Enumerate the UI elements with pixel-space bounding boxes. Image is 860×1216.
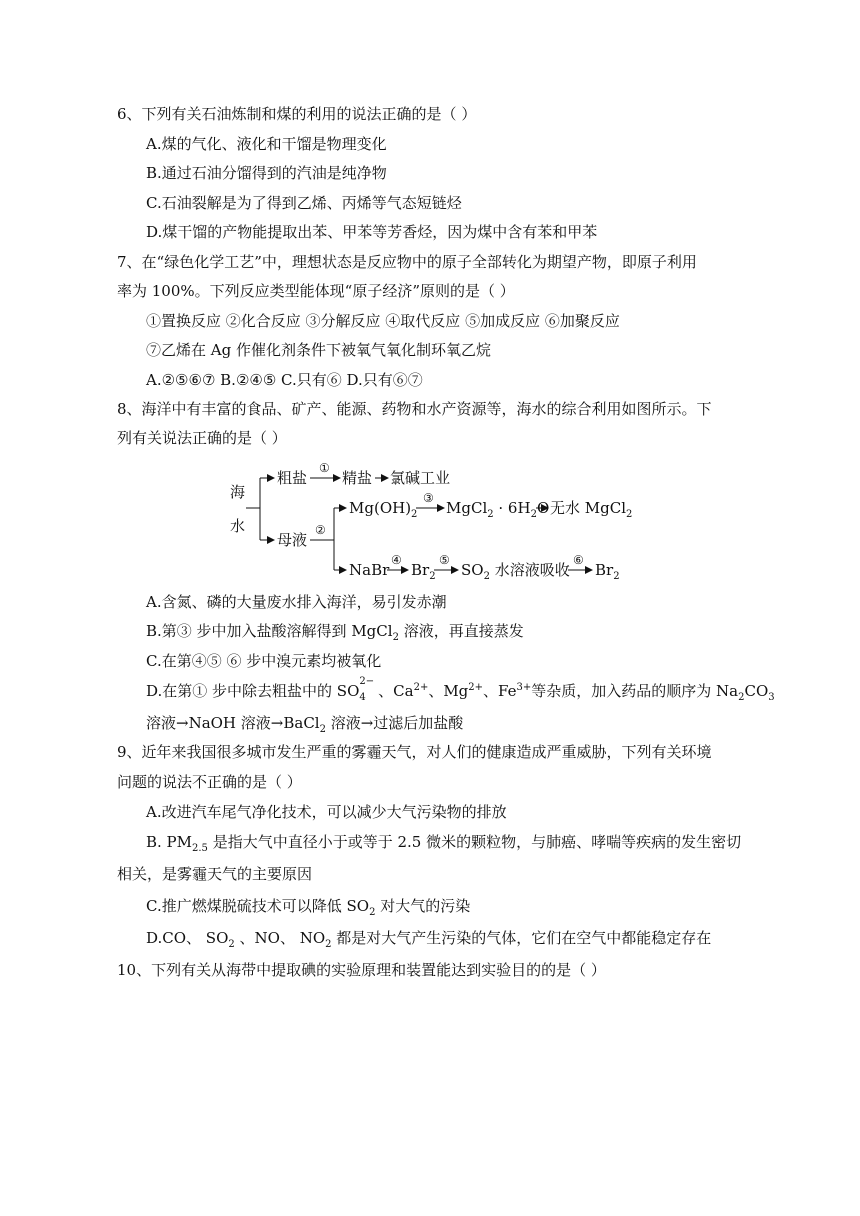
- q7-stem-line2: 率为 100%。下列反应类型能体现“原子经济”原则的是（ ）: [117, 282, 515, 300]
- step-6-marker: ⑥: [573, 553, 584, 567]
- q9-option-a: A.改进汽车尾气净化技术，可以减少大气污染物的排放: [146, 803, 507, 821]
- q8-option-d: D.在第① 步中除去粗盐中的 SO 2− 4 、$Ca^{2+}$、$Mg^{2+}$、$Fe^{3+}$等杂质，加入药品的顺序为 $Na_2CO_3$: [146, 676, 775, 703]
- step-2-marker: ②: [315, 523, 326, 537]
- q6-option-c: C.石油裂解是为了得到乙烯、丙烯等气态短链烃: [146, 194, 462, 212]
- q7-options: A.②⑤⑥⑦ B.②④⑤ C.只有⑥ D.只有⑥⑦: [146, 371, 423, 389]
- q8-option-c: C.在第④⑤ ⑥ 步中溴元素均被氧化: [146, 652, 382, 670]
- q8-stem-line1: 8、海洋中有丰富的食品、矿产、能源、药物和水产资源等，海水的综合利用如图所示。下: [117, 400, 712, 418]
- q10-stem: 10、下列有关从海带中提取碘的实验原理和装置能达到实验目的的是（ ）: [117, 961, 606, 979]
- mother-liquor: 母液: [277, 531, 308, 549]
- step-3-marker: ③: [423, 491, 434, 505]
- q9-option-b: B. $PM_{2.5}$ 是指大气中直径小于或等于 2.5 微米的颗粒物，与肺癌、哮喘等疾病的发生密切: [146, 833, 742, 854]
- bromine-2: $Br_2$: [595, 561, 620, 582]
- mgcl2-hexahydrate: MgCl$_2$ · $6H_2O$: [446, 499, 550, 520]
- step-1-marker: ①: [319, 461, 330, 475]
- q9-stem-line2: 问题的说法不正确的是（ ）: [117, 773, 302, 791]
- sodium-bromide: NaBr: [349, 561, 390, 579]
- bromine-1: $Br_2$: [411, 561, 436, 582]
- chlor-alkali-industry: 氯碱工业: [390, 469, 451, 487]
- magnesium-hydroxide: $Mg(OH)_2$: [349, 499, 418, 520]
- q9-option-d: D.CO、 $SO_2$ 、NO、 $NO_2$ 都是对大气产生污染的气体，它们在空气中都能稳定存在: [146, 929, 712, 950]
- q7-reaction-list-2: ⑦乙烯在 Ag 作催化剂条件下被氧气氧化制环氧乙烷: [146, 341, 491, 359]
- q9-option-c: C.推广燃煤脱硫技术可以降低 $SO_2$ 对大气的污染: [146, 897, 471, 918]
- refined-salt: 精盐: [342, 469, 373, 487]
- q7-reaction-list-1: ①置换反应 ②化合反应 ③分解反应 ④取代反应 ⑤加成反应 ⑥加聚反应: [146, 312, 620, 330]
- q9-stem-line1: 9、近年来我国很多城市发生严重的雾霾天气，对人们的健康造成严重威胁，下列有关环境: [117, 743, 712, 761]
- seawater-flow-diagram: [222, 456, 642, 586]
- q8-stem-line2: 列有关说法正确的是（ ）: [117, 429, 287, 447]
- seawater-label-2: 水: [230, 517, 246, 535]
- step-5-marker: ⑤: [439, 553, 450, 567]
- seawater-label-1: 海: [230, 483, 246, 501]
- anhydrous-mgcl2: 无水 MgCl$_2$: [550, 499, 633, 520]
- q7-stem-line1: 7、在“绿色化学工艺”中，理想状态是反应物中的原子全部转化为期望产物，即原子利用: [117, 253, 697, 271]
- q6-option-a: A.煤的气化、液化和干馏是物理变化: [146, 135, 387, 153]
- q8-option-d-cont: 溶液→NaOH 溶液→BaCl$_2$ 溶液→过滤后加盐酸: [146, 714, 464, 735]
- crude-salt: 粗盐: [277, 469, 308, 487]
- so2-absorption: $SO_2$ 水溶液吸收: [461, 561, 570, 582]
- q8-option-b: B.第③ 步中加入盐酸溶解得到 MgCl$_2$ 溶液，再直接蒸发: [146, 622, 524, 643]
- q6-option-d: D.煤干馏的产物能提取出苯、甲苯等芳香烃，因为煤中含有苯和甲苯: [146, 223, 598, 241]
- q8-option-a: A.含氮、磷的大量废水排入海洋，易引发赤潮: [146, 593, 447, 611]
- step-4-marker: ④: [391, 553, 402, 567]
- q6-stem: 6、下列有关石油炼制和煤的利用的说法正确的是（ ）: [117, 105, 477, 123]
- q6-option-b: B.通过石油分馏得到的汽油是纯净物: [146, 164, 387, 182]
- q9-option-b-cont: 相关，是雾霾天气的主要原因: [117, 865, 313, 883]
